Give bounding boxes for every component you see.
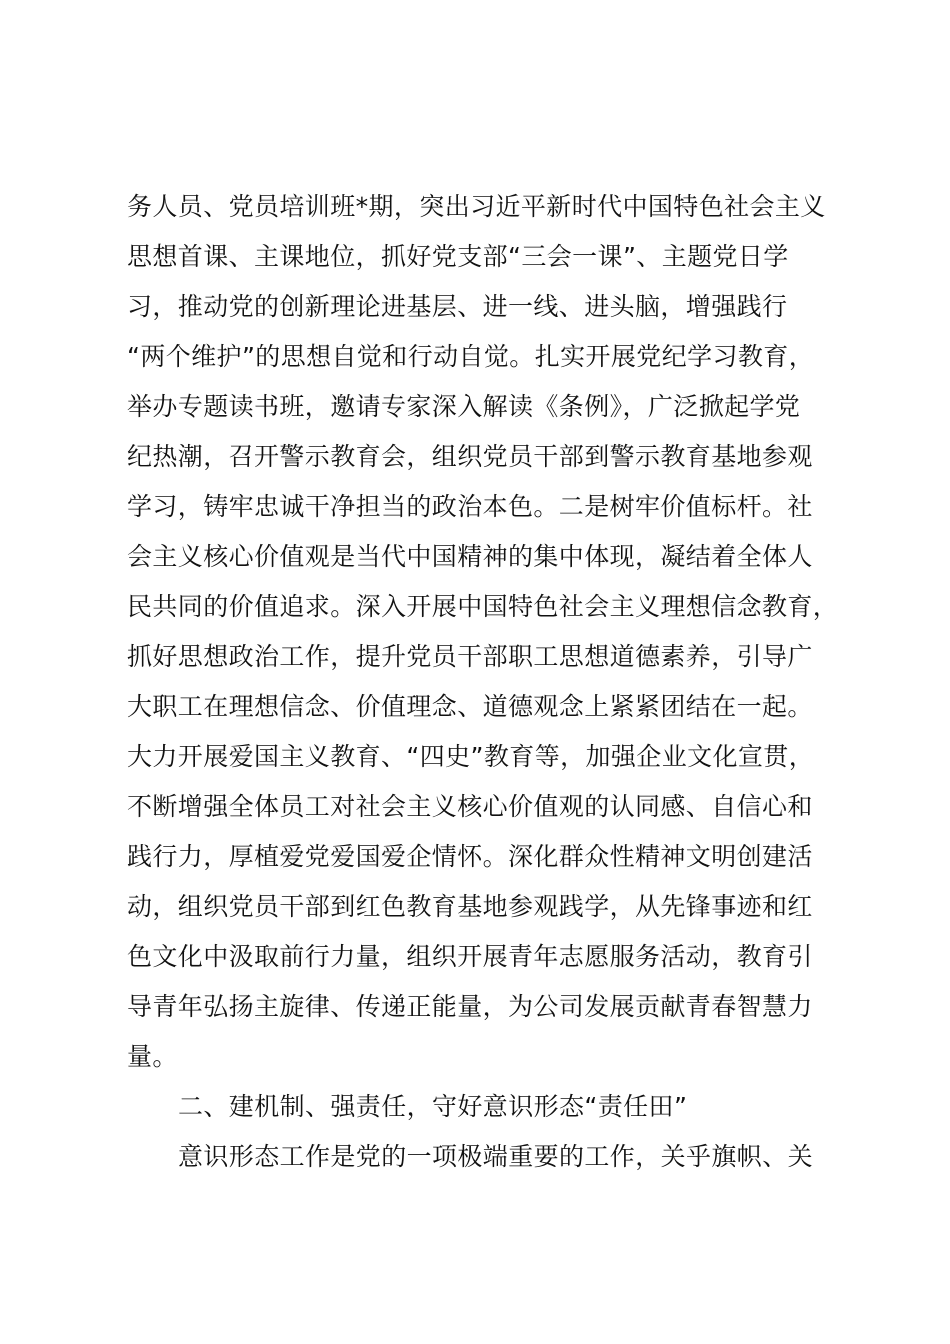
- body-text-line: 习，推动党的创新理论进基层、进一线、进头脑，增强践行: [127, 292, 788, 321]
- body-text-line: 大职工在理想信念、价值理念、道德观念上紧紧团结在一起。: [127, 692, 813, 721]
- section-heading: 二、建机制、强责任，守好意识形态“责任田”: [178, 1092, 688, 1121]
- body-text-line: “两个维护”的思想自觉和行动自觉。扎实开展党纪学习教育，: [127, 342, 815, 371]
- body-text-line: 举办专题读书班，邀请专家深入解读《条例》，广泛掀起学党: [127, 392, 801, 421]
- body-text-line: 践行力，厚植爱党爱国爱企情怀。深化群众性精神文明创建活: [127, 842, 813, 871]
- body-text-line: 纪热潮，召开警示教育会，组织党员干部到警示教育基地参观: [127, 442, 813, 471]
- body-text-line: 务人员、党员培训班*期，突出习近平新时代中国特色社会主义: [127, 192, 826, 221]
- body-text-line: 不断增强全体员工对社会主义核心价值观的认同感、自信心和: [127, 792, 813, 821]
- body-text-line: 动，组织党员干部到红色教育基地参观践学，从先锋事迹和红: [127, 892, 813, 921]
- body-text-line: 量。: [127, 1042, 178, 1071]
- body-text-line: 导青年弘扬主旋律、传递正能量，为公司发展贡献青春智慧力: [127, 992, 813, 1021]
- body-text-line: 思想首课、主课地位，抓好党支部“三会一课”、主题党日学: [127, 242, 789, 271]
- body-text-line: 学习，铸牢忠诚干净担当的政治本色。二是树牢价值标杆。社: [127, 492, 813, 521]
- body-text-line: 色文化中汲取前行力量，组织开展青年志愿服务活动，教育引: [127, 942, 813, 971]
- body-text-line: 抓好思想政治工作，提升党员干部职工思想道德素养，引导广: [127, 642, 813, 671]
- body-text-line: 大力开展爱国主义教育、“四史”教育等，加强企业文化宣贯，: [127, 742, 815, 771]
- body-text-line: 会主义核心价值观是当代中国精神的集中体现，凝结着全体人: [127, 542, 813, 571]
- body-text-line: 民共同的价值追求。深入开展中国特色社会主义理想信念教育，: [127, 592, 839, 621]
- paragraph-first-line: 意识形态工作是党的一项极端重要的工作，关乎旗帜、关: [178, 1142, 814, 1171]
